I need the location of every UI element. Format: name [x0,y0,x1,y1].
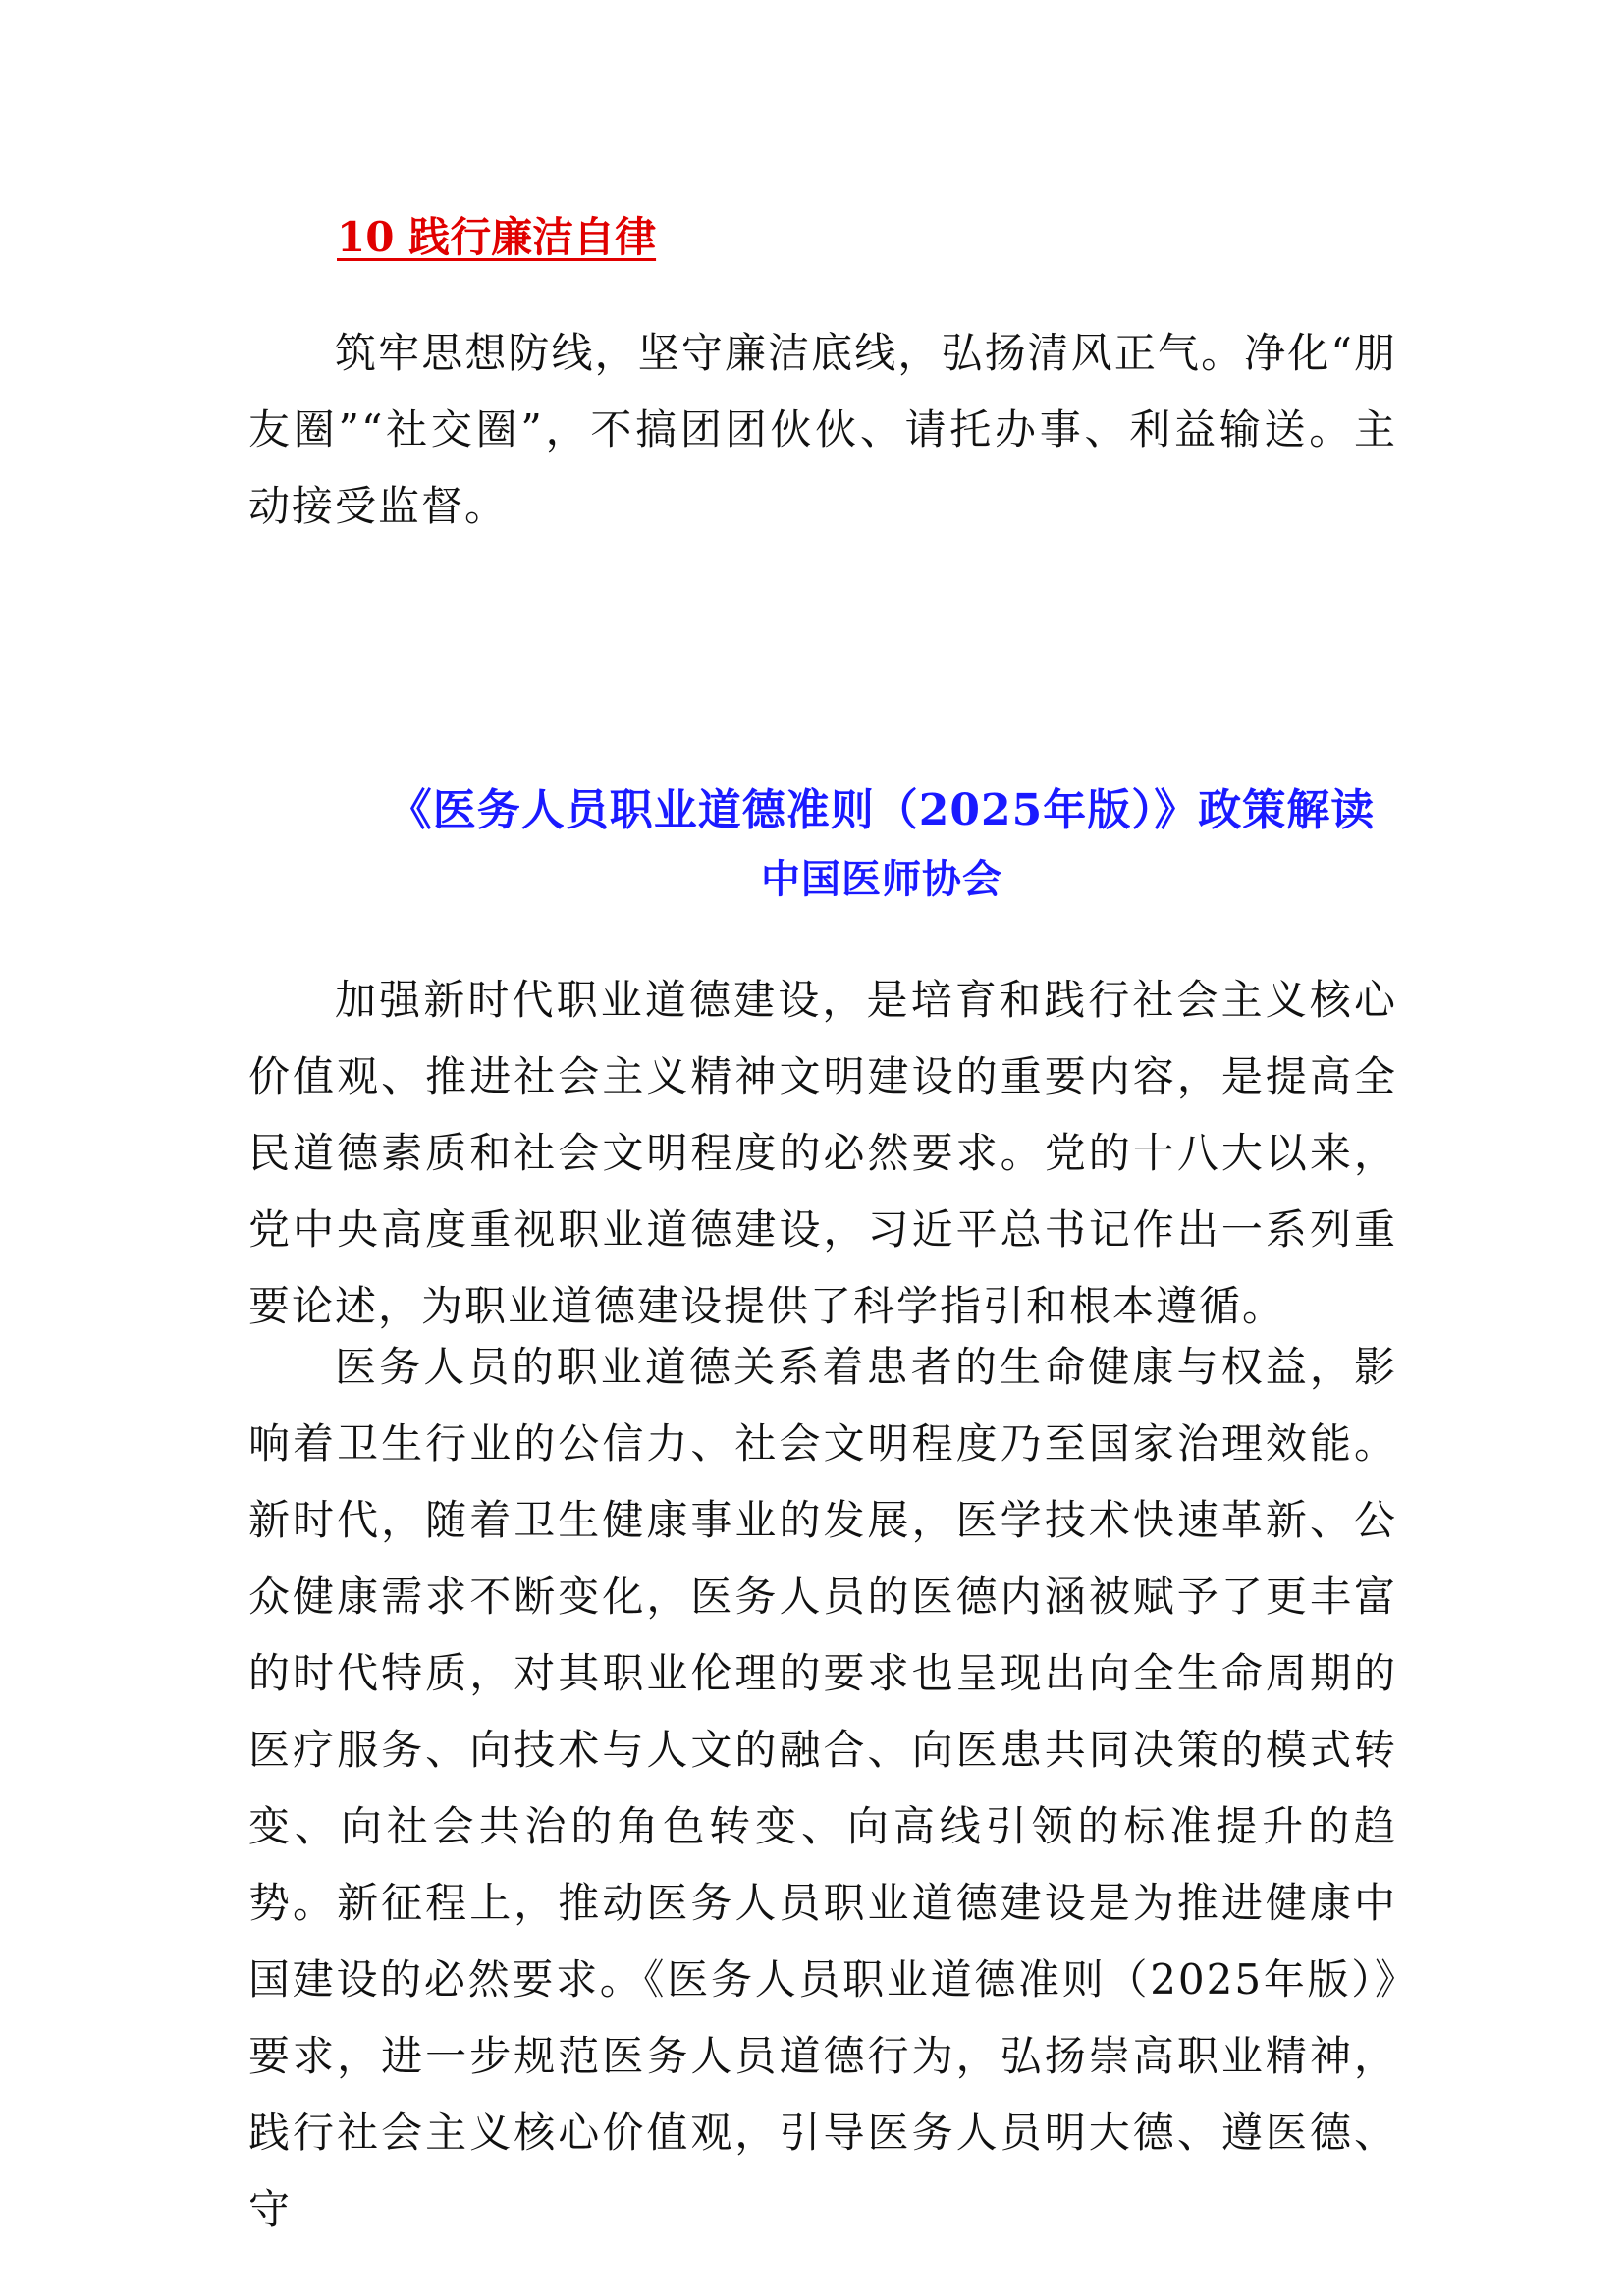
section-body-paragraph: 筑牢思想防线，坚守廉洁底线，弘扬清风正气。净化“朋友圈”“社交圈”，不搞团团伙伙、请托办事、利益输送。主动接受监督。 [248,329,1397,530]
article-paragraph: 加强新时代职业道德建设，是培育和践行社会主义核心价值观、推进社会主义精神文明建设的重要内容，是提高全民道德素质和社会文明程度的必然要求。党的十八大以来，党中央高度重视职业道德建设，习近平总书记作出一系列重要论述，为职业道德建设提供了科学指引和根本遵循。 [248,976,1397,1330]
article-title: 《医务人员职业道德准则（2025年版）》政策解读 [388,785,1376,835]
section-heading: 10 践行廉洁自律 [337,213,657,261]
article-author: 中国医师协会 [761,856,1002,902]
article-paragraph: 医务人员的职业道德关系着患者的生命健康与权益，影响着卫生行业的公信力、社会文明程度乃至国家治理效能。新时代，随着卫生健康事业的发展，医学技术快速革新、公众健康需求不断变化，医务人员的医德内涵被赋予了更丰富的时代特质，对其职业伦理的要求也呈现出向全生命周期的医疗服务、向技术与人文的融合、向医患共同决策的模式转变、向社会共治的角色转变、向高线引领的标准提升的趋势。新征程上，推动医务人员职业道德建设是为推进健康中国建设的必然要求。《医务人员职业道德准则（2025年版）》要求，进一步规范医务人员道德行为，弘扬崇高职业精神，践行社会主义核心价值观，引导医务人员明大德、遵医德、守 [248,1343,1397,2233]
